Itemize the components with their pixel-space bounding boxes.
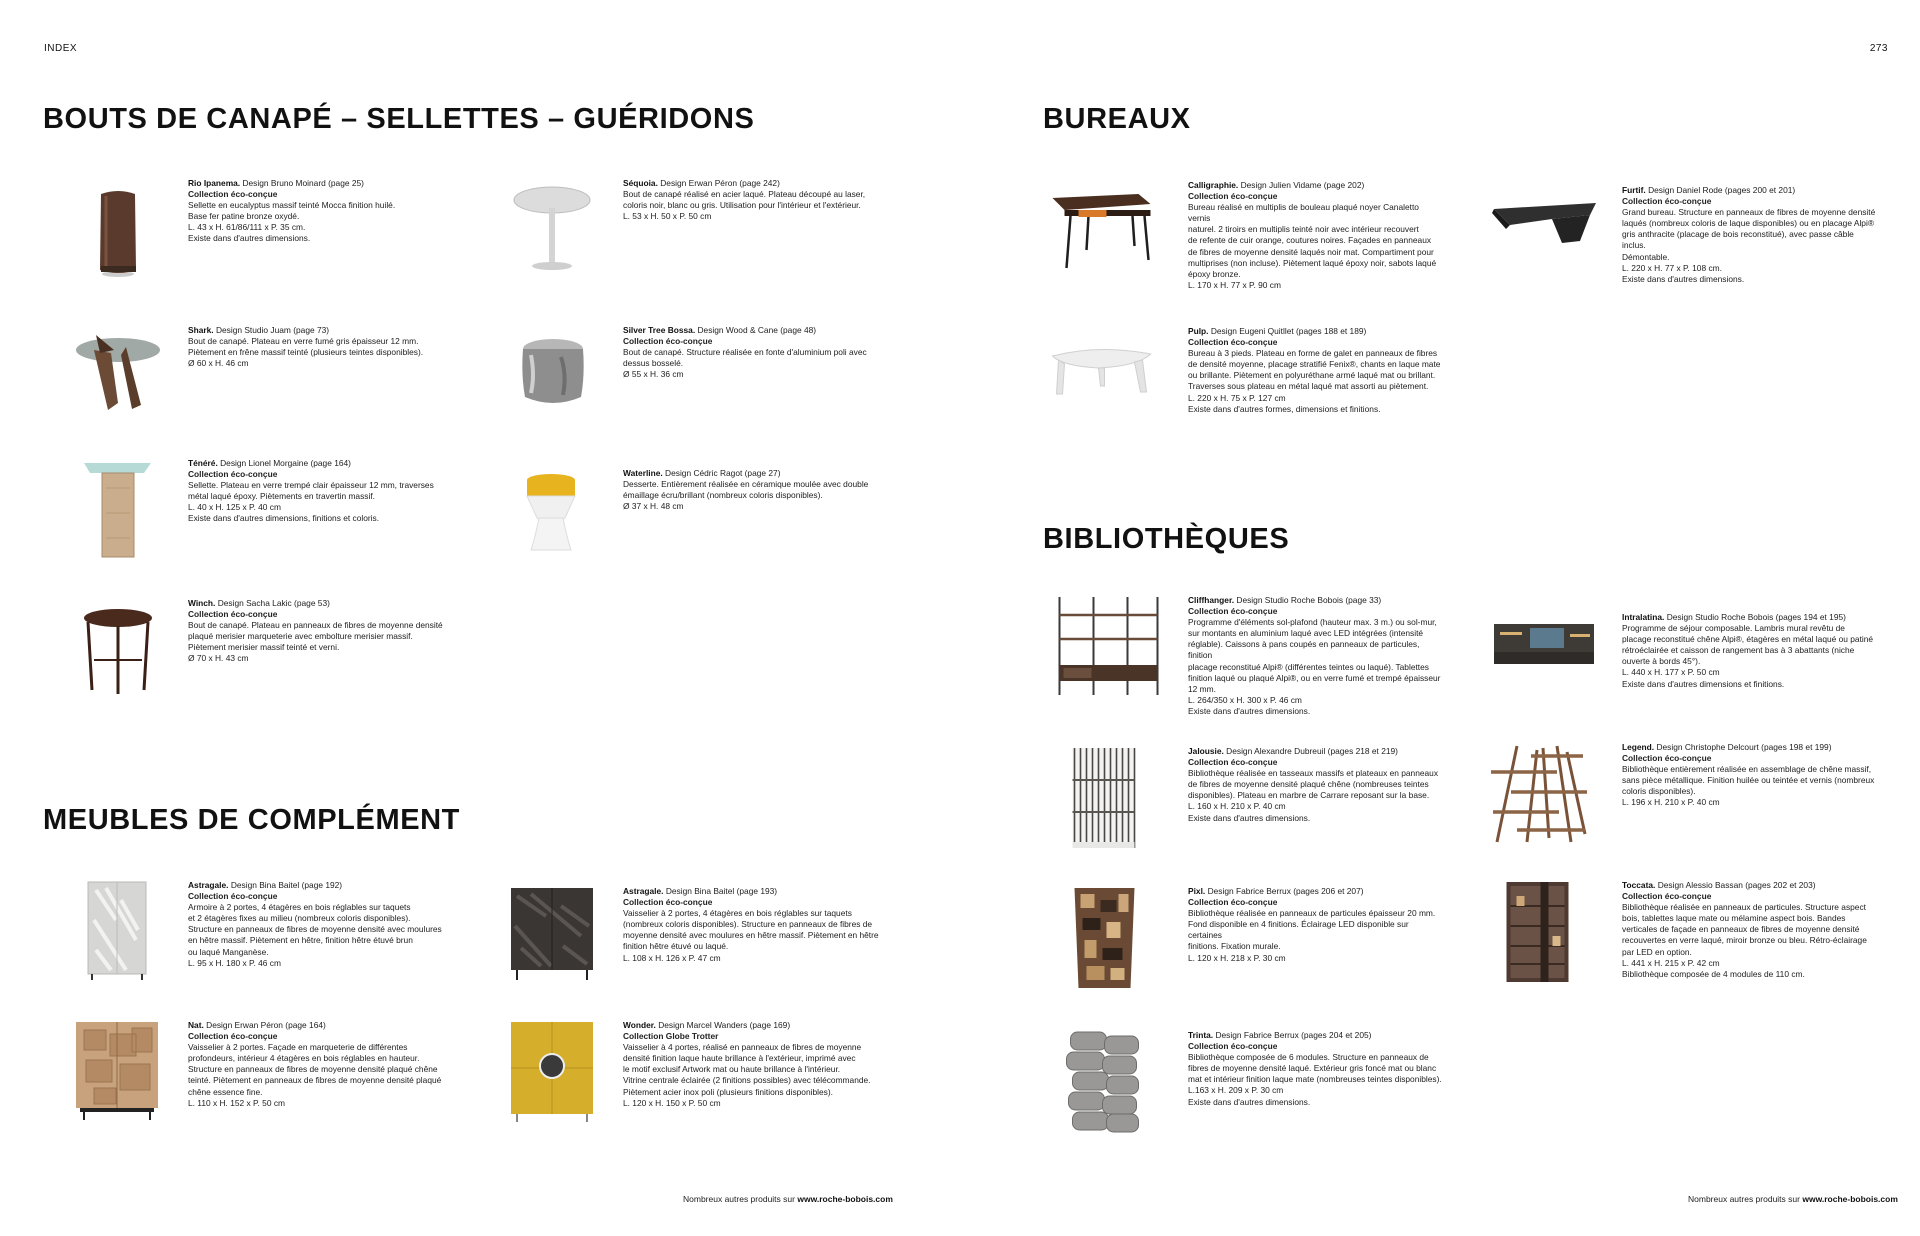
pulp-collection: Collection éco-conçue (1188, 337, 1278, 348)
calligraphie-line: Bureau réalisé en multiplis de bouleau plaqué noyer Canaletto vernis (1188, 202, 1419, 224)
winch-line: Ø 70 x H. 43 cm (188, 653, 249, 664)
sequoia-design: Design Erwan Péron (page 242) (660, 178, 780, 188)
rio-ipanema-line: Base fer patine bronze oxydé. (188, 211, 300, 222)
astragale-armoire-collection: Collection éco-conçue (188, 891, 278, 902)
legend-line: Bibliothèque entièrement réalisée en assemblage de chêne massif, (1622, 764, 1872, 775)
astragale-armoire-name: Astragale. (188, 880, 229, 890)
sequoia-name: Séquoia. (623, 178, 658, 188)
intralatina-line: Existe dans d'autres dimensions et finitions. (1622, 678, 1785, 689)
intralatina-design: Design Studio Roche Bobois (pages 194 et 195) (1666, 612, 1846, 622)
footer-right (1688, 1194, 1898, 1204)
wonder-image (501, 1020, 606, 1125)
astragale-vaisselier-text (623, 886, 888, 964)
calligraphie-text (1188, 180, 1443, 291)
astragale-vaisselier-image (501, 886, 606, 991)
furtif-line: Existe dans d'autres dimensions. (1622, 273, 1745, 284)
cliffhanger-line: Existe dans d'autres dimensions. (1188, 705, 1311, 716)
cliffhanger-image (1046, 595, 1176, 700)
toccata-line: bois, tablettes laque mate ou mélamine aspect bois. Bandes (1622, 913, 1846, 924)
nat-line: chêne essence fine. (188, 1086, 263, 1097)
calligraphie-image (1046, 180, 1176, 285)
pulp-line: Traverses sous plateau en métal laqué mat assorti au piètement. (1188, 381, 1429, 392)
section-title-bibliotheques: BIBLIOTHÈQUES (1043, 523, 1290, 555)
wonder-line: Vaisselier à 4 portes, réalisé en panneaux de fibres de moyenne (623, 1042, 862, 1053)
toccata-name: Toccata. (1622, 880, 1656, 890)
pixl-line: L. 120 x H. 218 x P. 30 cm (1188, 952, 1286, 963)
calligraphie-line: de refente de cuir orange, coutures noires. Façades en panneaux (1188, 235, 1432, 246)
pulp-image (1046, 326, 1176, 431)
toccata-line: recouvertes en verre laqué, miroir bronze ou bleu. Rétro-éclairage (1622, 935, 1867, 946)
nat-line: teinté. Piètement en panneaux de fibres de moyenne densité plaqué (188, 1075, 442, 1086)
nat-design: Design Erwan Péron (page 164) (206, 1020, 326, 1030)
jalousie-line: Bibliothèque réalisée en tasseaux massifs et plateaux en panneaux (1188, 768, 1439, 779)
pulp-line: ou brillante. Piètement en polyuréthane armé laqué mat ou brillant. (1188, 370, 1436, 381)
trinta-line: mat et intérieur finition laque mate (nombreuses teintes disponibles). (1188, 1074, 1442, 1085)
waterline-name: Waterline. (623, 468, 663, 478)
intralatina-text (1622, 612, 1877, 690)
index-label: INDEX (44, 43, 78, 54)
legend-collection: Collection éco-conçue (1622, 753, 1712, 764)
pulp-name: Pulp. (1188, 326, 1209, 336)
furtif-line: Démontable. (1622, 251, 1670, 262)
tenere-image (66, 458, 171, 563)
rio-ipanema-line: Sellette en eucalyptus massif teinté Mocca finition huilé. (188, 200, 396, 211)
shark-line: Ø 60 x H. 46 cm (188, 358, 249, 369)
jalousie-collection: Collection éco-conçue (1188, 757, 1278, 768)
cliffhanger-line: réglable). Caissons à pans coupés en panneaux de particules, finition (1188, 639, 1420, 661)
calligraphie-design: Design Julien Vidame (page 202) (1240, 180, 1365, 190)
astragale-armoire-line: en hêtre massif. Piètement en hêtre, finition hêtre étuvé brun (188, 935, 413, 946)
astragale-vaisselier-line: (nombreux coloris disponibles). Structure en panneaux de fibres de (623, 919, 873, 930)
jalousie-line: Existe dans d'autres dimensions. (1188, 812, 1311, 823)
legend-line: sans pièce métallique. Finition huilée ou teintée et vernis (nombreux (1622, 775, 1875, 786)
winch-line: plaqué merisier marqueterie avec embolture merisier massif. (188, 631, 413, 642)
astragale-armoire-image (66, 880, 171, 985)
calligraphie-line: naturel. 2 tiroirs en multiplis teinté noir avec intérieur recouvert (1188, 224, 1419, 235)
rio-ipanema-line: Existe dans d'autres dimensions. (188, 233, 311, 244)
legend-line: L. 196 x H. 210 x P. 40 cm (1622, 797, 1720, 808)
silver-tree-bossa-line: Ø 55 x H. 36 cm (623, 369, 684, 380)
trinta-line: Existe dans d'autres dimensions. (1188, 1096, 1311, 1107)
pixl-line: finitions. Fixation murale. (1188, 941, 1281, 952)
astragale-vaisselier-line: finition hêtre étuvé ou laqué. (623, 941, 729, 952)
pixl-design: Design Fabrice Berrux (pages 206 et 207) (1207, 886, 1364, 896)
wonder-line: densité finition laque haute brillance à l'extérieur, imprimé avec (623, 1053, 856, 1064)
astragale-armoire-line: Armoire à 2 portes, 4 étagères en bois réglables sur taquets (188, 902, 411, 913)
jalousie-line: de fibres de moyenne densité plaqué chêne (nombreuses teintes (1188, 779, 1429, 790)
cliffhanger-name: Cliffhanger. (1188, 595, 1235, 605)
astragale-vaisselier-collection: Collection éco-conçue (623, 897, 713, 908)
rio-ipanema-text (188, 178, 453, 245)
legend-design: Design Christophe Delcourt (pages 198 et 199) (1656, 742, 1832, 752)
sequoia-image (501, 178, 606, 283)
calligraphie-name: Calligraphie. (1188, 180, 1239, 190)
cliffhanger-line: placage reconstitué Alpi® (différentes teintes ou laqué). Tablettes (1188, 661, 1429, 672)
calligraphie-line: époxy bronze. (1188, 268, 1241, 279)
silver-tree-bossa-line: dessus bosselé. (623, 358, 684, 369)
pixl-collection: Collection éco-conçue (1188, 897, 1278, 908)
toccata-collection: Collection éco-conçue (1622, 891, 1712, 902)
cliffhanger-line: sur montants en aluminium laqué avec LED intégrées (intensité (1188, 628, 1424, 639)
astragale-armoire-line: et 2 étagères fixes au milieu (nombreux coloris disponibles). (188, 913, 411, 924)
pixl-line: Fond disponible en 4 finitions. Éclairage LED disponible sur certaines (1188, 919, 1409, 941)
furtif-line: L. 220 x H. 77 x P. 108 cm. (1622, 262, 1722, 273)
silver-tree-bossa-name: Silver Tree Bossa. (623, 325, 696, 335)
winch-collection: Collection éco-conçue (188, 609, 278, 620)
wonder-design: Design Marcel Wanders (page 169) (658, 1020, 791, 1030)
astragale-vaisselier-design: Design Bina Baitel (page 193) (665, 886, 778, 896)
waterline-line: Desserte. Entièrement réalisée en céramique moulée avec double (623, 479, 869, 490)
cliffhanger-design: Design Studio Roche Bobois (page 33) (1236, 595, 1382, 605)
pulp-text (1188, 326, 1443, 415)
intralatina-name: Intralatina. (1622, 612, 1665, 622)
section-title-meubles: MEUBLES DE COMPLÉMENT (43, 804, 460, 836)
nat-collection: Collection éco-conçue (188, 1031, 278, 1042)
pulp-design: Design Eugeni Quitllet (pages 188 et 189) (1210, 326, 1367, 336)
footer-right-prefix: Nombreux autres produits sur (1688, 1194, 1800, 1204)
pixl-text (1188, 886, 1443, 964)
shark-line: Bout de canapé. Plateau en verre fumé gris épaisseur 12 mm. (188, 336, 419, 347)
calligraphie-collection: Collection éco-conçue (1188, 191, 1278, 202)
furtif-line: gris anthracite (placage de bois reconstitué), avec passe câble inclus. (1622, 229, 1854, 251)
winch-design: Design Sacha Lakic (page 53) (217, 598, 330, 608)
astragale-vaisselier-name: Astragale. (623, 886, 664, 896)
tenere-line: Existe dans d'autres dimensions, finitions et coloris. (188, 513, 380, 524)
toccata-line: Bibliothèque composée de 4 modules de 110 cm. (1622, 968, 1805, 979)
silver-tree-bossa-collection: Collection éco-conçue (623, 336, 713, 347)
wonder-line: Vitrine centrale éclairée (2 finitions possibles) avec télécommande. (623, 1075, 871, 1086)
nat-line: profondeurs, intérieur 4 étagères en bois réglables en hauteur. (188, 1053, 420, 1064)
pixl-line: Bibliothèque réalisée en panneaux de particules épaisseur 20 mm. (1188, 908, 1436, 919)
furtif-line: laqués (nombreux coloris de laque disponibles) ou en placage Alpi® (1622, 218, 1874, 229)
jalousie-image (1046, 746, 1176, 851)
wonder-line: L. 120 x H. 150 x P. 50 cm (623, 1097, 721, 1108)
toccata-line: Bibliothèque réalisée en panneaux de particules. Structure aspect (1622, 902, 1866, 913)
sequoia-line: coloris noir, blanc ou gris. Utilisation pour l'intérieur et l'extérieur. (623, 200, 861, 211)
astragale-armoire-text (188, 880, 453, 969)
wonder-text (623, 1020, 888, 1109)
furtif-line: Grand bureau. Structure en panneaux de fibres de moyenne densité (1622, 207, 1876, 218)
shark-line: Piètement en frêne massif teinté (plusieurs teintes disponibles). (188, 347, 424, 358)
legend-text (1622, 742, 1877, 809)
astragale-armoire-design: Design Bina Baitel (page 192) (230, 880, 343, 890)
astragale-armoire-line: ou laqué Manganèse. (188, 946, 269, 957)
astragale-vaisselier-line: Vaisselier à 2 portes, 4 étagères en bois réglables sur taquets (623, 908, 852, 919)
toccata-line: L. 441 x H. 215 x P. 42 cm (1622, 957, 1720, 968)
footer-left-prefix: Nombreux autres produits sur (683, 1194, 795, 1204)
toccata-text (1622, 880, 1877, 980)
nat-line: Vaisselier à 2 portes. Façade en marqueterie de différentes (188, 1042, 408, 1053)
sequoia-line: L. 53 x H. 50 x P. 50 cm (623, 211, 712, 222)
intralatina-line: ouverte à bords 45°). (1622, 656, 1701, 667)
winch-line: Piètement merisier massif teinté et verni. (188, 642, 340, 653)
sequoia-line: Bout de canapé réalisé en acier laqué. Plateau découpé au laser, (623, 189, 866, 200)
wonder-collection: Collection Globe Trotter (623, 1031, 719, 1042)
intralatina-line: L. 440 x H. 177 x P. 50 cm (1622, 667, 1720, 678)
rio-ipanema-collection: Collection éco-conçue (188, 189, 278, 200)
nat-image (66, 1020, 171, 1125)
tenere-line: métal laqué époxy. Piètements en travertin massif. (188, 491, 375, 502)
pixl-image (1046, 886, 1176, 991)
tenere-text (188, 458, 453, 525)
nat-line: Structure en panneaux de fibres de moyenne densité plaqué chêne (188, 1064, 438, 1075)
calligraphie-line: de fibres de moyenne densité laqués noir mat. Compartiment pour (1188, 246, 1434, 257)
footer-left (683, 1194, 893, 1204)
jalousie-name: Jalousie. (1188, 746, 1224, 756)
shark-name: Shark. (188, 325, 214, 335)
astragale-vaisselier-line: moyenne densité avec moulures en hêtre massif. Piètement en hêtre (623, 930, 879, 941)
astragale-armoire-line: Structure en panneaux de fibres de moyenne densité avec moulures (188, 924, 442, 935)
cliffhanger-line: 12 mm. (1188, 683, 1216, 694)
trinta-text (1188, 1030, 1443, 1108)
cliffhanger-text (1188, 595, 1443, 717)
waterline-text (623, 468, 888, 512)
trinta-line: Bibliothèque composée de 6 modules. Structure en panneaux de (1188, 1052, 1429, 1063)
furtif-text (1622, 185, 1877, 285)
astragale-vaisselier-line: L. 108 x H. 126 x P. 47 cm (623, 952, 721, 963)
section-title-bouts-de-canape: BOUTS DE CANAPÉ – SELLETTES – GUÉRIDONS (43, 103, 755, 135)
winch-line: Bout de canapé. Plateau en panneaux de fibres de moyenne densité (188, 620, 443, 631)
footer-left-link[interactable]: www.roche-bobois.com (797, 1194, 893, 1204)
winch-name: Winch. (188, 598, 216, 608)
rio-ipanema-design: Design Bruno Moinard (page 25) (242, 178, 364, 188)
cliffhanger-collection: Collection éco-conçue (1188, 606, 1278, 617)
winch-image (66, 598, 171, 703)
silver-tree-bossa-line: Bout de canapé. Structure réalisée en fonte d'aluminium poli avec (623, 347, 867, 358)
trinta-line: L.163 x H. 209 x P. 30 cm (1188, 1085, 1284, 1096)
jalousie-line: L. 160 x H. 210 x P. 40 cm (1188, 801, 1286, 812)
tenere-collection: Collection éco-conçue (188, 469, 278, 480)
jalousie-text (1188, 746, 1443, 824)
cliffhanger-line: finition laqué ou plaqué Alpi®, ou en verre fumé et trempé épaisseur (1188, 672, 1441, 683)
pixl-name: Pixl. (1188, 886, 1206, 896)
trinta-design: Design Fabrice Berrux (pages 204 et 205) (1215, 1030, 1372, 1040)
wonder-line: le motif exclusif Artwork mat ou haute brillance à l'intérieur. (623, 1064, 841, 1075)
cliffhanger-line: Programme d'éléments sol-plafond (hauteur max. 3 m.) ou sol-mur, (1188, 617, 1437, 628)
furtif-image (1482, 185, 1622, 290)
jalousie-design: Design Alexandre Dubreuil (pages 218 et 219) (1226, 746, 1398, 756)
waterline-line: Ø 37 x H. 48 cm (623, 501, 684, 512)
toccata-line: verticales de façade en panneaux de fibres de moyenne densité (1622, 924, 1860, 935)
tenere-line: Sellette. Plateau en verre trempé clair épaisseur 12 mm, traverses (188, 480, 434, 491)
furtif-collection: Collection éco-conçue (1622, 196, 1712, 207)
rio-ipanema-image (66, 178, 171, 283)
shark-design: Design Studio Juam (page 73) (215, 325, 330, 335)
calligraphie-line: multiprises (non incluse). Piètement laqué époxy noir, sabots laqué (1188, 257, 1437, 268)
calligraphie-line: L. 170 x H. 77 x P. 90 cm (1188, 279, 1281, 290)
jalousie-line: disponibles). Plateau en marbre de Carrare reposant sur la base. (1188, 790, 1430, 801)
trinta-image (1046, 1030, 1176, 1135)
waterline-design: Design Cédric Ragot (page 27) (665, 468, 781, 478)
intralatina-line: rétroéclairée et caisson de rangement bas à 3 abattants (niche (1622, 645, 1855, 656)
silver-tree-bossa-text (623, 325, 888, 380)
toccata-image (1482, 880, 1622, 985)
furtif-name: Furtif. (1622, 185, 1646, 195)
legend-line: coloris disponibles). (1622, 786, 1696, 797)
tenere-design: Design Lionel Morgaine (page 164) (220, 458, 351, 468)
intralatina-image (1482, 612, 1622, 717)
pulp-line: Bureau à 3 pieds. Plateau en forme de galet en panneaux de fibres (1188, 348, 1438, 359)
trinta-collection: Collection éco-conçue (1188, 1041, 1278, 1052)
astragale-armoire-line: L. 95 x H. 180 x P. 46 cm (188, 957, 281, 968)
sequoia-text (623, 178, 888, 222)
tenere-line: L. 40 x H. 125 x P. 40 cm (188, 502, 281, 513)
tenere-name: Ténéré. (188, 458, 218, 468)
footer-right-link[interactable]: www.roche-bobois.com (1802, 1194, 1898, 1204)
rio-ipanema-line: L. 43 x H. 61/86/111 x P. 35 cm. (188, 222, 306, 233)
pulp-line: L. 220 x H. 75 x P. 127 cm (1188, 392, 1286, 403)
legend-name: Legend. (1622, 742, 1655, 752)
toccata-design: Design Alessio Bassan (pages 202 et 203) (1657, 880, 1816, 890)
silver-tree-bossa-image (501, 325, 606, 430)
nat-line: L. 110 x H. 152 x P. 50 cm (188, 1097, 285, 1108)
wonder-name: Wonder. (623, 1020, 656, 1030)
nat-text (188, 1020, 453, 1109)
page-number: 273 (1869, 43, 1888, 54)
pulp-line: Existe dans d'autres formes, dimensions et finitions. (1188, 403, 1381, 414)
furtif-design: Design Daniel Rode (pages 200 et 201) (1648, 185, 1796, 195)
toccata-line: par LED en option. (1622, 946, 1692, 957)
trinta-name: Trinta. (1188, 1030, 1214, 1040)
cliffhanger-line: L. 264/350 x H. 300 x P. 46 cm (1188, 694, 1302, 705)
waterline-image (501, 468, 606, 573)
pulp-line: de densité moyenne, placage stratifié Fenix®, chants en laque mate (1188, 359, 1441, 370)
section-title-bureaux: BUREAUX (1043, 103, 1191, 135)
nat-name: Nat. (188, 1020, 204, 1030)
rio-ipanema-name: Rio Ipanema. (188, 178, 241, 188)
waterline-line: émaillage écru/brillant (nombreux coloris disponibles). (623, 490, 823, 501)
winch-text (188, 598, 453, 665)
trinta-line: fibres de moyenne densité laqué. Extérieur gris foncé mat ou blanc (1188, 1063, 1437, 1074)
legend-image (1482, 742, 1622, 847)
shark-text (188, 325, 453, 369)
shark-image (66, 325, 171, 430)
wonder-line: Piètement acier inox poli (plusieurs finitions disponibles). (623, 1086, 833, 1097)
silver-tree-bossa-design: Design Wood & Cane (page 48) (697, 325, 817, 335)
intralatina-line: placage reconstitué chêne Alpi®, étagères en métal laqué ou patiné (1622, 634, 1874, 645)
intralatina-line: Programme de séjour composable. Lambris mural revêtu de (1622, 623, 1845, 634)
